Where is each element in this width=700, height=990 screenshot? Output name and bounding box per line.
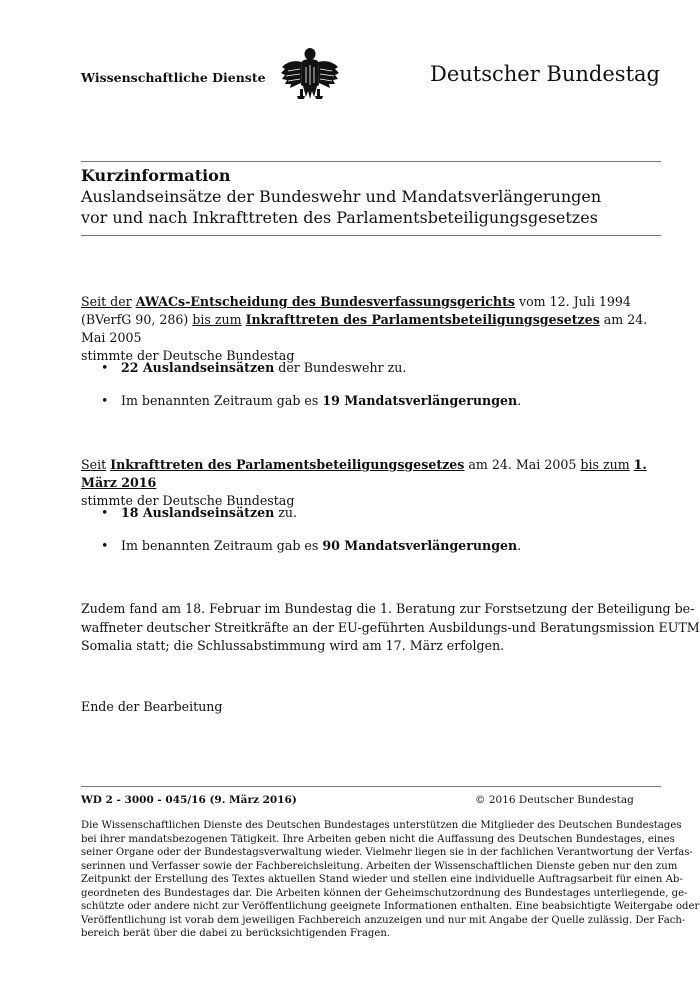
disclaimer-line: bereich berät über die dabei zu berücksichtigenden Fragen. xyxy=(81,928,391,939)
section-2-bullet-2 xyxy=(101,537,661,555)
section-1-intro xyxy=(81,293,661,365)
text-date-1994: vom 12. Juli 1994 xyxy=(514,294,631,309)
text-date-2005: am 24. Mai 2005 xyxy=(81,312,648,345)
section-2-line-2: stimmte der Deutsche Bundestag xyxy=(81,493,295,508)
disclaimer-line: seiner Organe oder der Bundestagsverwaltung wieder. Vielmehr liegen sie in der fachlichen Verantwortung der Verfas- xyxy=(81,847,693,858)
section-3-paragraph xyxy=(81,600,700,656)
org-name-left: Wissenschaftliche Dienste xyxy=(81,70,266,85)
text-inkrafttreten-pbg-2: Inkrafttreten des Parlamentsbeteiligungsgesetzes xyxy=(110,457,465,472)
text-inkrafttreten-pbg: Inkrafttreten des Parlamentsbeteiligungsgesetzes xyxy=(245,312,600,327)
text-seit-der: Seit der xyxy=(81,294,132,309)
section-3-line-2: waffneter deutscher Streitkräfte an der EU-geführten Ausbildungs-und Beratungsmission EUTM xyxy=(81,619,700,635)
text-19-verlaengerungen: 19 Mandatsverlängerungen xyxy=(322,393,518,408)
section-2-line-1 xyxy=(81,456,661,492)
document-kind: Kurzinformation xyxy=(81,166,231,185)
bullet-icon: • xyxy=(101,538,109,553)
bullet-icon: • xyxy=(101,393,109,408)
disclaimer-line: Veröffentlichung ist vorab dem jeweiligen Fachbereich anzuzeigen und nur mit Angabe der Quelle zulässig. Der Fach- xyxy=(81,914,686,926)
org-name-right: Deutscher Bundestag xyxy=(430,62,660,86)
footer-rule xyxy=(81,786,661,787)
bullet-icon: • xyxy=(101,505,109,520)
copyright: © 2016 Deutscher Bundestag xyxy=(475,794,634,806)
text-seit: Seit xyxy=(81,457,107,472)
text-date-2005-2: am 24. Mai 2005 xyxy=(464,457,581,472)
title-rule-bottom xyxy=(81,235,661,236)
section-1-bullet-2 xyxy=(101,392,661,410)
text-bullet-rest: zu. xyxy=(274,505,298,520)
document-title-line-1: Auslandseinsätze der Bundeswehr und Mandatsverlängerungen xyxy=(81,187,602,206)
text-18-einsaetze: 18 Auslandseinsätzen xyxy=(121,505,275,520)
title-rule-top xyxy=(81,161,661,162)
section-1-line-2 xyxy=(81,311,661,347)
bullet-icon: • xyxy=(101,360,109,375)
section-3-line-1: Zudem fand am 18. Februar im Bundestag die 1. Beratung zur Forstsetzung der Beteiligung be- xyxy=(81,601,695,616)
text-90-verlaengerungen: 90 Mandatsverlängerungen xyxy=(322,538,518,553)
section-1-bullet-1 xyxy=(101,359,661,377)
section-1-line-3: stimmte der Deutsche Bundestag xyxy=(81,348,295,363)
closing-note: Ende der Bearbeitung xyxy=(81,699,223,714)
section-2-intro xyxy=(81,456,661,510)
text-bis-zum: bis zum xyxy=(192,312,242,327)
document-title-line-2: vor und nach Inkrafttreten des Parlamentsbeteiligungsgesetzes xyxy=(81,208,598,227)
section-1-line-1 xyxy=(81,293,661,311)
text-bullet-pre: Im benannten Zeitraum gab es xyxy=(121,393,323,408)
text-bullet-post: . xyxy=(517,393,522,408)
disclaimer-line: Die Wissenschaftlichen Dienste des Deutschen Bundestages unterstützen die Mitglieder des Deutschen Bundestages xyxy=(81,820,682,831)
text-bis-zum-2: bis zum xyxy=(580,457,630,472)
bundestag-eagle-icon xyxy=(280,45,340,105)
text-date-2016: 1. März 2016 xyxy=(81,457,647,490)
text-bullet-rest: der Bundeswehr zu. xyxy=(274,360,407,375)
text-awacs-entscheidung: AWACs-Entscheidung des Bundesverfassungsgerichts xyxy=(135,294,515,309)
disclaimer-line: Zeitpunkt der Erstellung des Textes aktuellen Stand wieder und stellen eine individuelle Auftragsarbeit für einen Ab- xyxy=(81,874,683,885)
title-block xyxy=(81,166,661,228)
disclaimer-line: schützte oder andere nicht zur Veröffentlichung geeignete Informationen enthalten. Eine beabsichtigte Weitergabe oder xyxy=(81,901,700,912)
section-2-bullet-1 xyxy=(101,504,661,522)
document-reference: WD 2 - 3000 - 045/16 (9. März 2016) xyxy=(81,794,297,806)
text-22-einsaetze: 22 Auslandseinsätzen xyxy=(121,360,275,375)
text-bverfg-citation: (BVerfG 90, 286) xyxy=(81,312,189,327)
disclaimer-line: geordneten des Bundestages dar. Die Arbeiten können der Geheimschutzordnung des Bundestages unterliegende, ge- xyxy=(81,887,688,899)
disclaimer xyxy=(81,819,700,941)
text-bullet-pre: Im benannten Zeitraum gab es xyxy=(121,538,323,553)
disclaimer-line: serinnen und Verfasser sowie der Fachbereichsleitung. Arbeiten der Wissenschaftlichen Dienste geben nur den zum xyxy=(81,860,678,872)
text-bullet-post: . xyxy=(517,538,522,553)
section-3-line-3: Somalia statt; die Schlussabstimmung wird am 17. März erfolgen. xyxy=(81,638,505,653)
disclaimer-line: bei ihrer mandatsbezogenen Tätigkeit. Ihre Arbeiten geben nicht die Auffassung des Deutschen Bundestages, eines xyxy=(81,833,675,845)
